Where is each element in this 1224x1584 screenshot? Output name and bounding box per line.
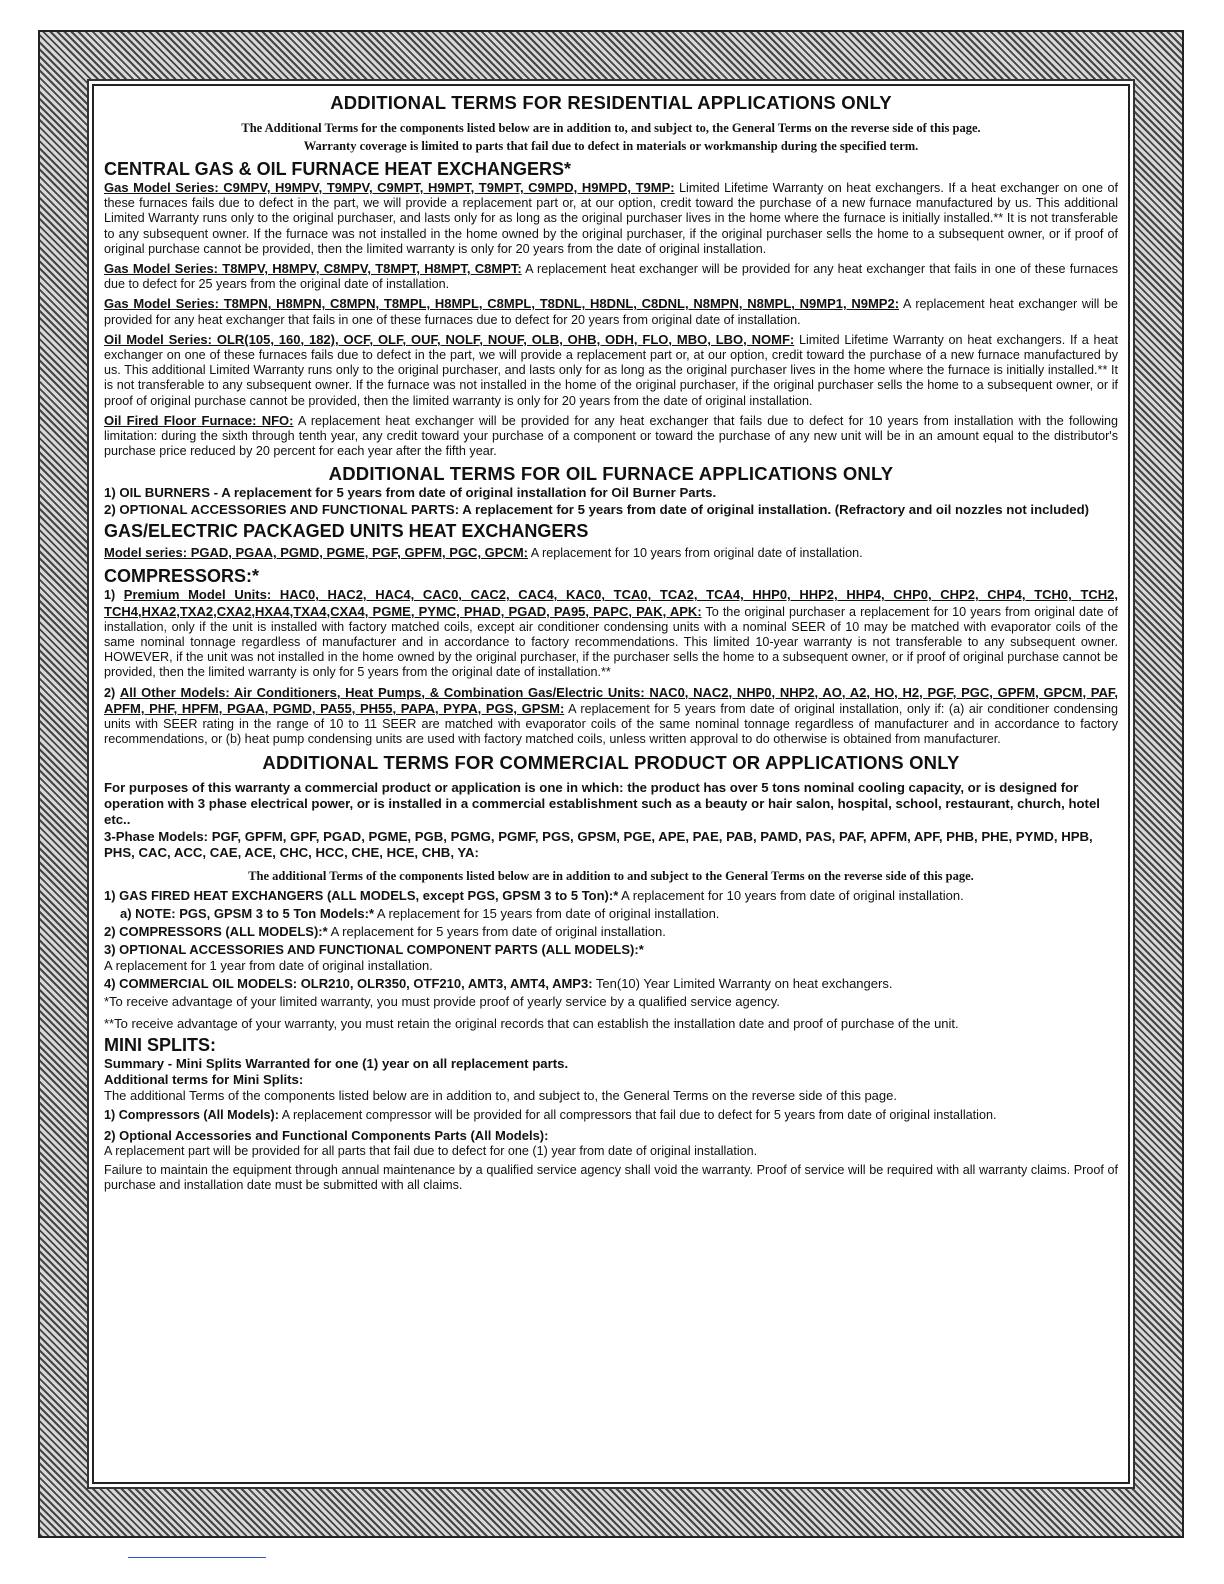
residential-terms-heading: ADDITIONAL TERMS FOR RESIDENTIAL APPLICATIONS ONLY	[330, 92, 892, 113]
maintenance-requirement: Failure to maintain the equipment through annual maintenance by a qualified service agency shall void the warranty. Proof of service will be required with all warranty claims. Proof of purchase and installation date must be submitted with all claims.	[104, 1162, 1118, 1192]
oil-furnace-terms-heading: ADDITIONAL TERMS FOR OIL FURNACE APPLICATIONS ONLY	[328, 463, 894, 485]
residential-terms-note-2: Warranty coverage is limited to parts that fail due to defect in materials or workmanship during the specified term.	[303, 139, 919, 153]
mini-accessories-text: A replacement part will be provided for all parts that fail due to defect for one (1) year from date of original installation.	[104, 1143, 758, 1158]
mini-compressors-label: 1) Compressors (All Models):	[104, 1108, 279, 1123]
commercial-definition: For purposes of this warranty a commercial product or application is one in which: the product has over 5 tons nominal cooling capacity, or is designed for operation with 3 phase electrical power, or is installed in a commercial establishment such as a beauty or hair salon, hospital, school, restaurant, church, hotel etc..	[104, 779, 1100, 828]
gas-heat-exchangers-item	[104, 888, 1118, 904]
warranty-document-body	[104, 92, 1118, 1197]
other-item-number: 2)	[104, 685, 120, 700]
commercial-compressors-label: 2) COMPRESSORS (ALL MODELS):*	[104, 923, 328, 939]
gas-series-8n-label: Gas Model Series: T8MPN, H8MPN, C8MPN, T8MPL, H8MPL, C8MPL, T8DNL, H8DNL, C8DNL, N8MPN, N8MPL, N9MP1, N9MP2:	[104, 296, 900, 312]
commercial-terms-note: The additional Terms of the components listed below are in addition to and subject to the General Terms on the reverse side of this page.	[248, 868, 974, 883]
pgs-note-text: A replacement for 15 years from date of original installation.	[374, 905, 720, 921]
oil-floor-furnace-label: Oil Fired Floor Furnace: NFO:	[104, 412, 294, 428]
premium-item-number: 1)	[104, 588, 124, 603]
premium-models-label: Premium Model Units: HAC0, HAC2, HAC4, CAC0, CAC2, CAC4, KAC0, TCA0, TCA2, TCA4, HHP0, HHP2, HHP4, CHP0, CHP2, CHP4, TCH0, TCH2, TCH4,HXA2,TXA2,CXA2,HXA4,TXA4,CXA4, PGME, PYMC, PHAD, PGAD, PA95, PAPC, PAK, APK:	[104, 587, 1119, 619]
oil-burners-item: 1) OIL BURNERS - A replacement for 5 years from date of original installation for Oil Burner Parts.	[104, 485, 717, 501]
premium-models-text: To the original purchaser a replacement for 10 years from original date of installation, only if the unit is installed with factory matched coils, except air conditioner condensing units with a nominal SEER of 10 may be matched with evaporator coils of the same nominal tonnage regardless of manufacturer and in accordance to factory recommendations. This limited 10-year warranty is not transferable to any subsequent owner. HOWEVER, if the unit was not installed in the home owned by the original purchaser, if the purchaser sells the home to a subsequent owner, or if proof of original purchase cannot be provided, then the limited warranty is only for 5 years from the original date of installation.**	[104, 604, 1119, 680]
mini-splits-additional-terms: Additional terms for Mini Splits:	[104, 1071, 304, 1087]
oil-series-paragraph	[104, 332, 1118, 409]
gas-series-8n-paragraph	[104, 296, 1118, 327]
gas-heat-exchangers-label: 1) GAS FIRED HEAT EXCHANGERS (ALL MODELS, except PGS, GPSM 3 to 5 Ton):*	[104, 887, 619, 903]
footer-rule	[128, 1557, 266, 1558]
mini-accessories-label: 2) Optional Accessories and Functional Components Parts (All Models):	[104, 1127, 549, 1143]
other-models-text: A replacement for 5 years from date of original installation, only if: (a) air conditioner condensing units with SEER rating in the range of 10 to 11 SEER are matched with evaporator coils of the same nominal tonnage regardless of manufacturer and in accordance to factory recommendations, or (b) heat pump condensing units are used with factory matched coils, unless written approval to do otherwise is obtained from manufacturer.	[104, 701, 1118, 747]
packaged-units-text: A replacement for 10 years from original date of installation.	[528, 546, 863, 561]
gas-series-8n-text: A replacement heat exchanger will be provided for any heat exchanger that fails in one of these furnaces due to defect for 20 years from original date of installation.	[104, 297, 1118, 327]
compressors-heading: COMPRESSORS:*	[104, 566, 260, 587]
footnote-yearly-service: *To receive advantage of your limited warranty, you must provide proof of yearly service by a qualified service agency.	[104, 993, 780, 1009]
commercial-compressors-item	[104, 924, 1118, 940]
commercial-accessories-label: 3) OPTIONAL ACCESSORIES AND FUNCTIONAL COMPONENT PARTS (ALL MODELS):*	[104, 941, 644, 957]
gas-series-8-label: Gas Model Series: T8MPV, H8MPV, C8MPV, T8MPT, H8MPT, C8MPT:	[104, 261, 522, 277]
gas-heat-exchangers-text: A replacement for 10 years from date of original installation.	[618, 887, 964, 903]
footnote-original-records: **To receive advantage of your warranty, you must retain the original records that can establish the installation date and proof of purchase of the unit.	[104, 1015, 959, 1031]
packaged-units-heading: GAS/ELECTRIC PACKAGED UNITS HEAT EXCHANGERS	[104, 521, 589, 542]
pgs-note-label: a) NOTE: PGS, GPSM 3 to 5 Ton Models:*	[120, 905, 375, 921]
mini-compressors-item	[104, 1108, 1118, 1123]
mini-splits-note: The additional Terms of the components listed below are in addition to, and subject to, the General Terms on the reverse side of this page.	[104, 1088, 897, 1104]
mini-splits-heading: MINI SPLITS:	[104, 1034, 216, 1055]
oil-series-label: Oil Model Series: OLR(105, 160, 182), OCF, OLF, OUF, NOLF, NOUF, OLB, OHB, ODH, FLO, MBO, LBO, NOMF:	[104, 331, 795, 347]
commercial-oil-label: 4) COMMERCIAL OIL MODELS: OLR210, OLR350, OTF210, AMT3, AMT4, AMP3:	[104, 975, 593, 991]
commercial-oil-item	[104, 976, 1118, 992]
oil-floor-furnace-text: A replacement heat exchanger will be provided for any heat exchanger that fails due to defect for 10 years from installation with the following limitation: during the sixth through tenth year, any credit toward your purchase of a component or toward the purchase of any new unit will be in an amount equal to the distributor's purchase price reduced by 20 percent for each year after the fifth year.	[104, 413, 1118, 459]
gas-series-8-text: A replacement heat exchanger will be provided for any heat exchanger that fails in one of these furnaces due to defect for 25 years from the original date of installation.	[104, 262, 1118, 292]
oil-accessories-item: 2) OPTIONAL ACCESSORIES AND FUNCTIONAL PARTS: A replacement for 5 years from date of original installation. (Refractory and oil nozzles not included)	[104, 501, 1090, 517]
gas-series-9-label: Gas Model Series: C9MPV, H9MPV, T9MPV, C9MPT, H9MPT, T9MPT, C9MPD, H9MPD, T9MP:	[104, 180, 675, 195]
other-compressors-paragraph	[104, 685, 1118, 748]
commercial-compressors-text: A replacement for 5 years from date of original installation.	[327, 923, 666, 939]
furnace-heat-exchangers-heading: CENTRAL GAS & OIL FURNACE HEAT EXCHANGERS*	[104, 159, 572, 179]
pgs-note-item	[104, 906, 1118, 922]
commercial-oil-text: Ten(10) Year Limited Warranty on heat exchangers.	[592, 975, 893, 991]
commercial-terms-heading: ADDITIONAL TERMS FOR COMMERCIAL PRODUCT OR APPLICATIONS ONLY	[262, 751, 960, 773]
gas-series-9-text: Limited Lifetime Warranty on heat exchangers. If a heat exchanger on one of these furnaces fails due to defect in the part, we will provide a replacement part or, at our option, credit toward the purchase of a new furnace manufactured by us. This additional Limited Warranty runs only to the original purchaser, and lasts only for as long as the original purchaser lives in the home where the furnace is initially installed.** It is not transferable to any subsequent owner. If the furnace was not installed in the home owned by the original purchaser, if the original purchaser sells the home to a subsequent owner, or if proof of original purchase cannot be provided, then the limited warranty is only for 20 years from the date of original installation.	[104, 181, 1118, 256]
packaged-units-paragraph	[104, 545, 1118, 561]
premium-compressors-paragraph	[104, 587, 1118, 680]
other-models-label: All Other Models: Air Conditioners, Heat Pumps, & Combination Gas/Electric Units: NAC0, NAC2, NHP0, NHP2, AO, A2, HO, H2, PGF, PGC, GPFM, GPCM, PAF, APFM, PHF, HPFM, PGAA, PGMD, PA55, PH55, PAPA, PYPA, PGS, GPSM:	[104, 684, 1118, 716]
packaged-units-label: Model series: PGAD, PGAA, PGMD, PGME, PGF, GPFM, PGC, GPCM:	[104, 545, 528, 561]
oil-floor-furnace-paragraph	[104, 413, 1118, 460]
oil-series-text: Limited Lifetime Warranty on heat exchangers. If a heat exchanger on one of these furnaces fails due to defect in the part, we will provide a replacement part or, at our option, credit toward the purchase of a new furnace manufactured by us. This additional Limited Warranty runs only to the original purchaser, and lasts only for as long as the original purchaser lives in the home where the furnace is initially installed.** It is not transferable to any subsequent owner. If the furnace was not installed in the home of the original purchaser, if the original purchaser sells the home to a subsequent owner, or if proof of original purchase cannot be provided, then the limited warranty is only for 20 years from the date of original installation.	[104, 332, 1118, 408]
residential-terms-note-1: The Additional Terms for the components listed below are in addition to, and subject to, the General Terms on the reverse side of this page.	[241, 121, 981, 135]
gas-series-9-paragraph	[104, 180, 1118, 257]
mini-splits-summary: Summary - Mini Splits Warranted for one (1) year on all replacement parts.	[104, 1055, 569, 1071]
three-phase-models: 3-Phase Models: PGF, GPFM, GPF, PGAD, PGME, PGB, PGMG, PGMF, PGS, GPSM, PGE, APE, PAE, PAB, PAMD, PAS, PAF, APFM, APF, PHB, PHE, PYMD, HPB, PHS, CAC, ACC, CAE, ACE, CHC, HCC, CHE, HCE, CHB, YA:	[104, 828, 1093, 861]
gas-series-8-paragraph	[104, 261, 1118, 292]
commercial-accessories-text: A replacement for 1 year from date of original installation.	[104, 957, 433, 973]
mini-compressors-text: A replacement compressor will be provided for all compressors that fail due to defect for 5 years from date of original installation.	[278, 1108, 997, 1123]
